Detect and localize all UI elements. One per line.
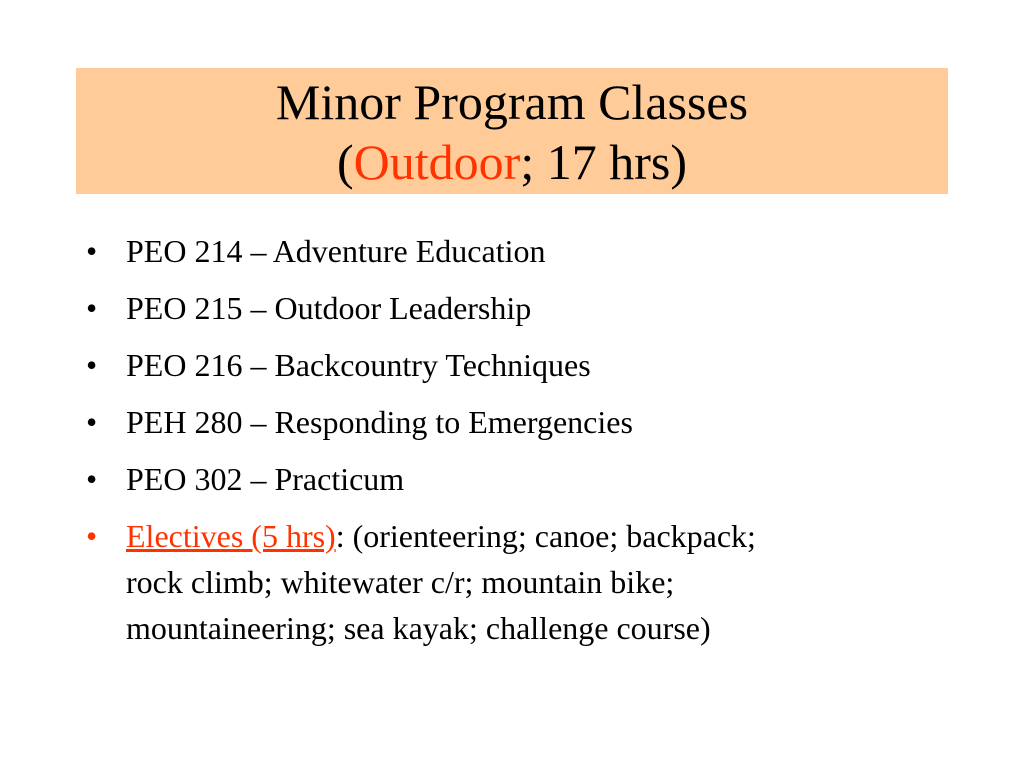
bullet-icon: • <box>86 518 98 554</box>
electives-line-1-rest: : (orienteering; canoe; backpack; <box>335 518 756 554</box>
course-text: PEO 214 – Adventure Education <box>126 233 546 269</box>
subtitle-highlight: Outdoor <box>353 134 521 190</box>
course-text: PEO 216 – Backcountry Techniques <box>126 347 591 383</box>
bullet-icon: • <box>86 404 98 440</box>
electives-link[interactable]: Electives (5 hrs) <box>126 518 336 554</box>
bullet-icon: • <box>86 290 98 326</box>
list-item <box>86 456 946 503</box>
electives-line-3: mountaineering; sea kayak; challenge course) <box>126 610 711 646</box>
course-list <box>86 228 946 661</box>
slide-subtitle <box>76 132 948 192</box>
electives-item <box>86 513 946 651</box>
bullet-icon: • <box>86 347 98 383</box>
course-text: PEO 215 – Outdoor Leadership <box>126 290 532 326</box>
list-item <box>86 285 946 332</box>
electives-line-1 <box>126 518 756 554</box>
slide-title: Minor Program Classes <box>275 74 749 130</box>
bullet-icon: • <box>86 461 98 497</box>
list-item <box>86 228 946 275</box>
electives-line-2: rock climb; whitewater c/r; mountain bike; <box>126 564 675 600</box>
list-item <box>86 399 946 446</box>
subtitle-open-paren: ( <box>337 134 354 190</box>
subtitle-rest: ; 17 hrs) <box>520 134 687 190</box>
title-banner <box>76 68 948 194</box>
course-text: PEH 280 – Responding to Emergencies <box>126 404 633 440</box>
list-item <box>86 342 946 389</box>
bullet-icon: • <box>86 233 98 269</box>
course-text: PEO 302 – Practicum <box>126 461 405 497</box>
